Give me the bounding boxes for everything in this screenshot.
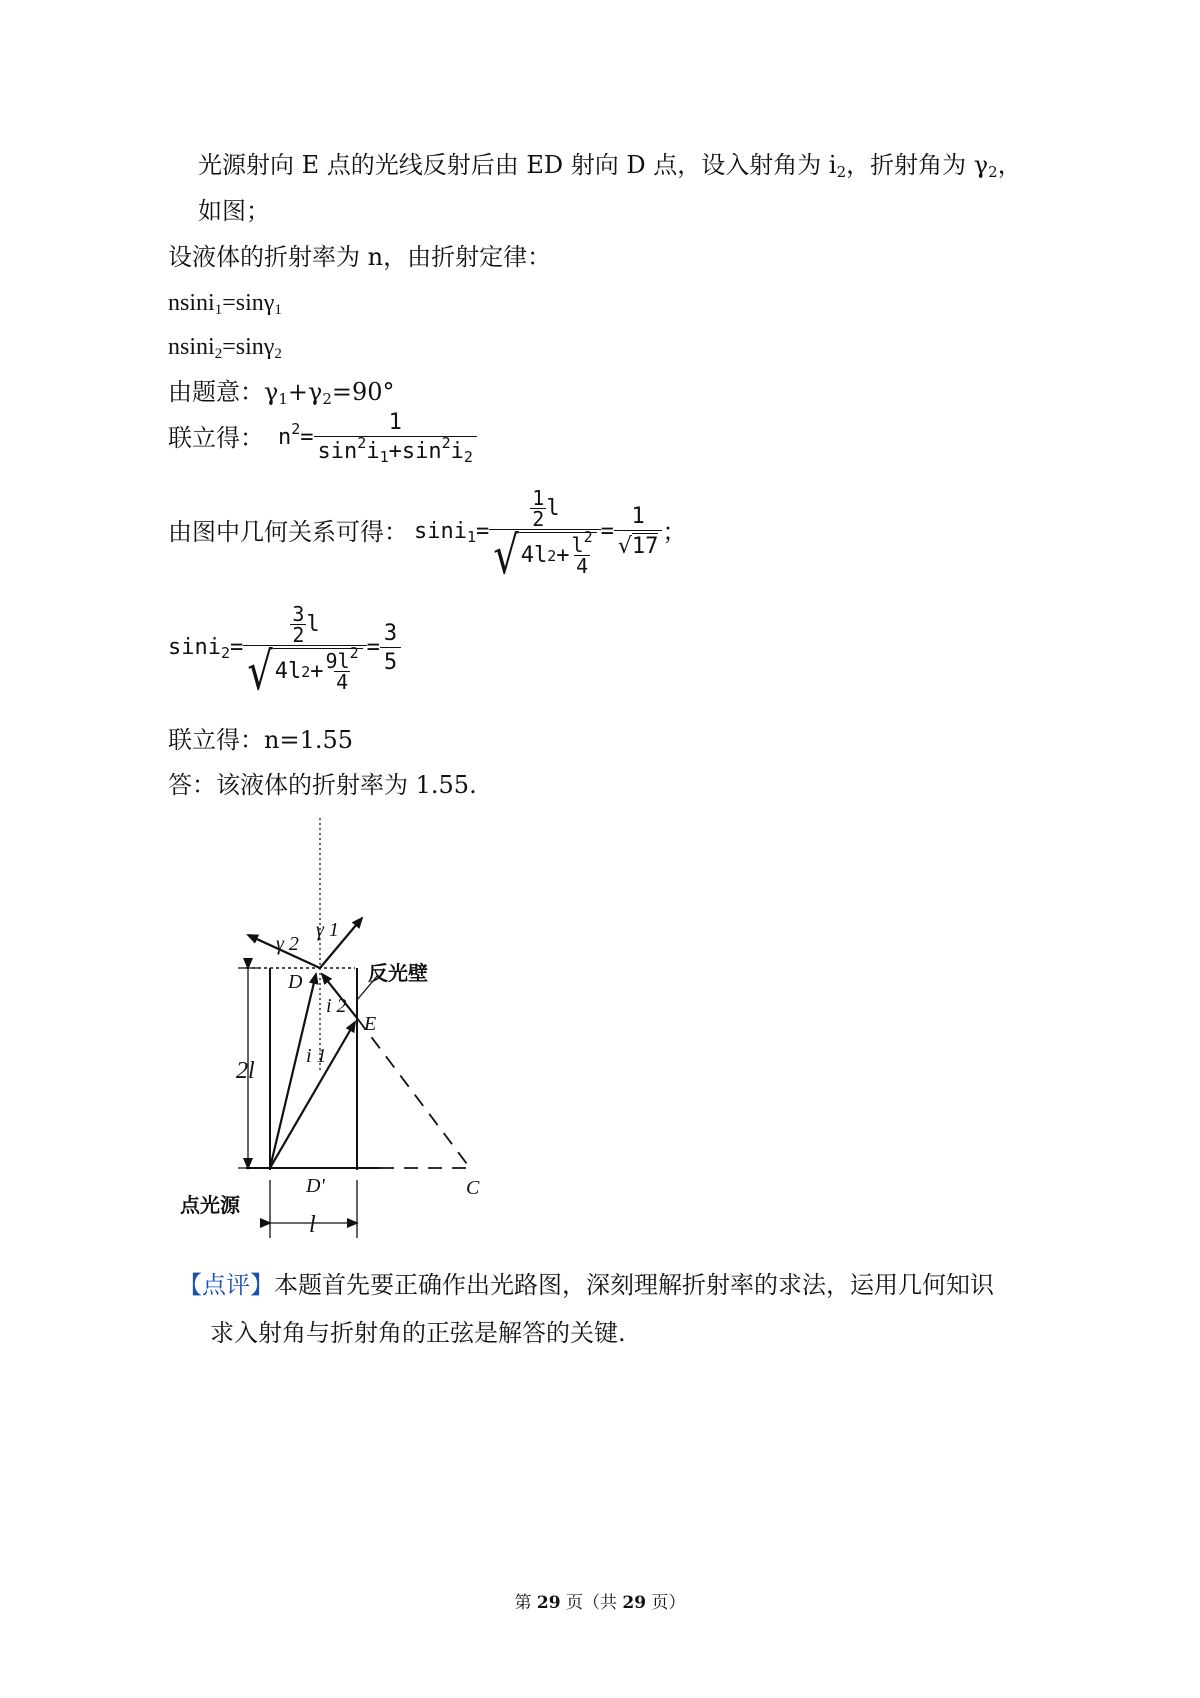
text: ，折射角为 γ (846, 151, 989, 179)
text: 如图； (198, 197, 270, 225)
text: +γ (287, 378, 323, 406)
text: =90° (331, 378, 395, 406)
numerator (286, 604, 323, 645)
text: 本题首先要正确作出光路图，深刻理解折射率的求法，运用几何知识 (274, 1271, 994, 1299)
text: 9l (325, 649, 350, 673)
label-width: l (309, 1212, 316, 1238)
refraction-law-line (168, 242, 551, 272)
radical-sign-icon: √ (617, 534, 632, 559)
text: 答：该液体的折射率为 1.55. (168, 771, 477, 799)
text: 由图中几何关系可得： (168, 518, 408, 546)
text: 由题意：γ (168, 378, 279, 406)
text: = (300, 424, 314, 450)
text: = (476, 519, 490, 544)
fraction (243, 602, 366, 702)
equation-2 (168, 332, 282, 362)
superscript: 2 (583, 528, 593, 546)
fraction (380, 621, 401, 676)
text: 页（共 (560, 1593, 623, 1613)
subscript: 1 (379, 448, 389, 466)
text: = (366, 635, 380, 660)
equation-3 (168, 377, 395, 407)
text: + (310, 658, 324, 684)
text: sini (414, 519, 467, 544)
label-wall: 反光壁 (368, 961, 428, 985)
ray-source-to-D (270, 974, 316, 1168)
text: 点评 (202, 1271, 250, 1299)
square-root (247, 642, 362, 702)
subscript: 2 (463, 448, 473, 466)
text: +sin (388, 439, 442, 464)
numerator: 1 (631, 504, 645, 529)
text: 页） (646, 1593, 686, 1613)
text: ， (997, 151, 1022, 179)
subscript: 1 (278, 390, 288, 408)
radicand: 17 (631, 534, 659, 559)
subscript: 2 (836, 163, 847, 181)
label-height: 2l (236, 1058, 255, 1084)
text: = (230, 635, 244, 660)
label-gamma1: γ 1 (316, 919, 339, 941)
numerator: 1 (388, 410, 402, 435)
label-gamma2: γ 2 (276, 933, 299, 955)
numerator (324, 644, 361, 673)
denominator (489, 526, 600, 586)
ray-refracted-1 (320, 918, 362, 968)
label-i2: i 2 (326, 995, 347, 1017)
text: nsini (168, 334, 215, 360)
label-source: 点光源 (180, 1193, 240, 1217)
ray-source-to-E (270, 1022, 355, 1168)
comment-line-1 (178, 1270, 994, 1300)
equation-6 (168, 602, 401, 702)
text: 求入射角与折射角的正弦是解答的关键. (210, 1319, 626, 1347)
superscript: 2 (357, 434, 367, 452)
text: 联立得： (168, 423, 264, 452)
ray-refracted-2 (248, 935, 320, 968)
radical-sign-icon: √ (247, 642, 273, 702)
fraction (530, 488, 546, 529)
result-line (168, 725, 353, 755)
text: = (600, 519, 614, 544)
label-E: E (364, 1013, 377, 1035)
text: l (571, 533, 584, 557)
square-root (493, 526, 596, 586)
label-Dprime: D' (306, 1175, 325, 1197)
numerator: 3 (383, 620, 398, 646)
denominator (243, 642, 366, 702)
fraction (324, 644, 361, 694)
denominator: 4 (576, 554, 589, 578)
text: 光源射向 E 点的光线反射后由 ED 射向 D 点，设入射角为 i (198, 151, 837, 179)
ray-E-to-D (322, 974, 357, 1018)
text: nsini (168, 290, 215, 316)
fraction (614, 504, 663, 560)
text: i (366, 439, 380, 464)
label-D: D (288, 971, 303, 993)
numerator (526, 488, 563, 529)
text: n (278, 424, 292, 450)
wall-leader (357, 975, 378, 1000)
page-footer (0, 1588, 1200, 1613)
text: 第 (514, 1593, 537, 1613)
text: =sinγ (222, 290, 275, 316)
equation-4 (168, 410, 477, 465)
denominator: 4 (336, 670, 349, 694)
answer-line (168, 770, 477, 800)
subscript: 2 (274, 346, 282, 362)
subscript: 2 (220, 644, 231, 662)
text: i (450, 439, 464, 464)
denominator: 2 (292, 623, 305, 647)
subscript: 2 (322, 390, 332, 408)
superscript: 2 (291, 419, 301, 438)
text: =sinγ (222, 334, 275, 360)
comment-line-2 (210, 1318, 626, 1348)
label-i1: i 1 (306, 1045, 327, 1067)
radicand: 4l 2 + $\frac{l^2}{4}$ (519, 532, 597, 576)
text: sin (317, 439, 358, 464)
superscript: 2 (441, 434, 451, 452)
text: l (306, 611, 320, 637)
square-root (618, 533, 659, 560)
denominator (314, 436, 477, 465)
denominator: 5 (380, 647, 401, 676)
label-C: C (466, 1177, 480, 1199)
superscript: 2 (349, 644, 359, 662)
numerator: 3 (292, 602, 305, 626)
equation-1 (168, 288, 282, 318)
equation-5 (168, 486, 687, 586)
text: 【 (178, 1271, 202, 1299)
subscript: 1 (274, 302, 282, 318)
text: 设液体的折射率为 n，由折射定律： (168, 243, 552, 271)
text: + (556, 542, 570, 568)
text: sini (168, 635, 221, 660)
subscript: 2 (988, 163, 998, 181)
text: 】 (250, 1271, 274, 1299)
radical-sign-icon: √ (493, 526, 519, 586)
text: ； (662, 518, 687, 546)
extension-dashed-diagonal (357, 1018, 470, 1168)
page-number: 29 (536, 1593, 561, 1613)
subscript: 2 (214, 346, 223, 362)
fraction (314, 410, 477, 465)
denominator (614, 530, 663, 560)
radicand: 4l 2 + $\frac{9l^2}{4}$ (273, 648, 363, 692)
comment-tag (178, 1271, 274, 1299)
denominator: 2 (532, 507, 545, 531)
text: 4l (274, 658, 302, 684)
numerator: 1 (532, 486, 545, 510)
text: 联立得：n=1.55 (168, 726, 354, 754)
text: l (546, 495, 560, 521)
numerator (570, 528, 595, 557)
subscript: 1 (214, 302, 223, 318)
paragraph-line-2 (198, 196, 270, 226)
text: 4l (520, 542, 548, 568)
subscript: 1 (466, 528, 477, 546)
page-total: 29 (622, 1593, 647, 1613)
paragraph-line-1 (198, 150, 1022, 180)
fraction (570, 528, 595, 578)
fraction (489, 486, 600, 586)
fraction (290, 604, 306, 645)
